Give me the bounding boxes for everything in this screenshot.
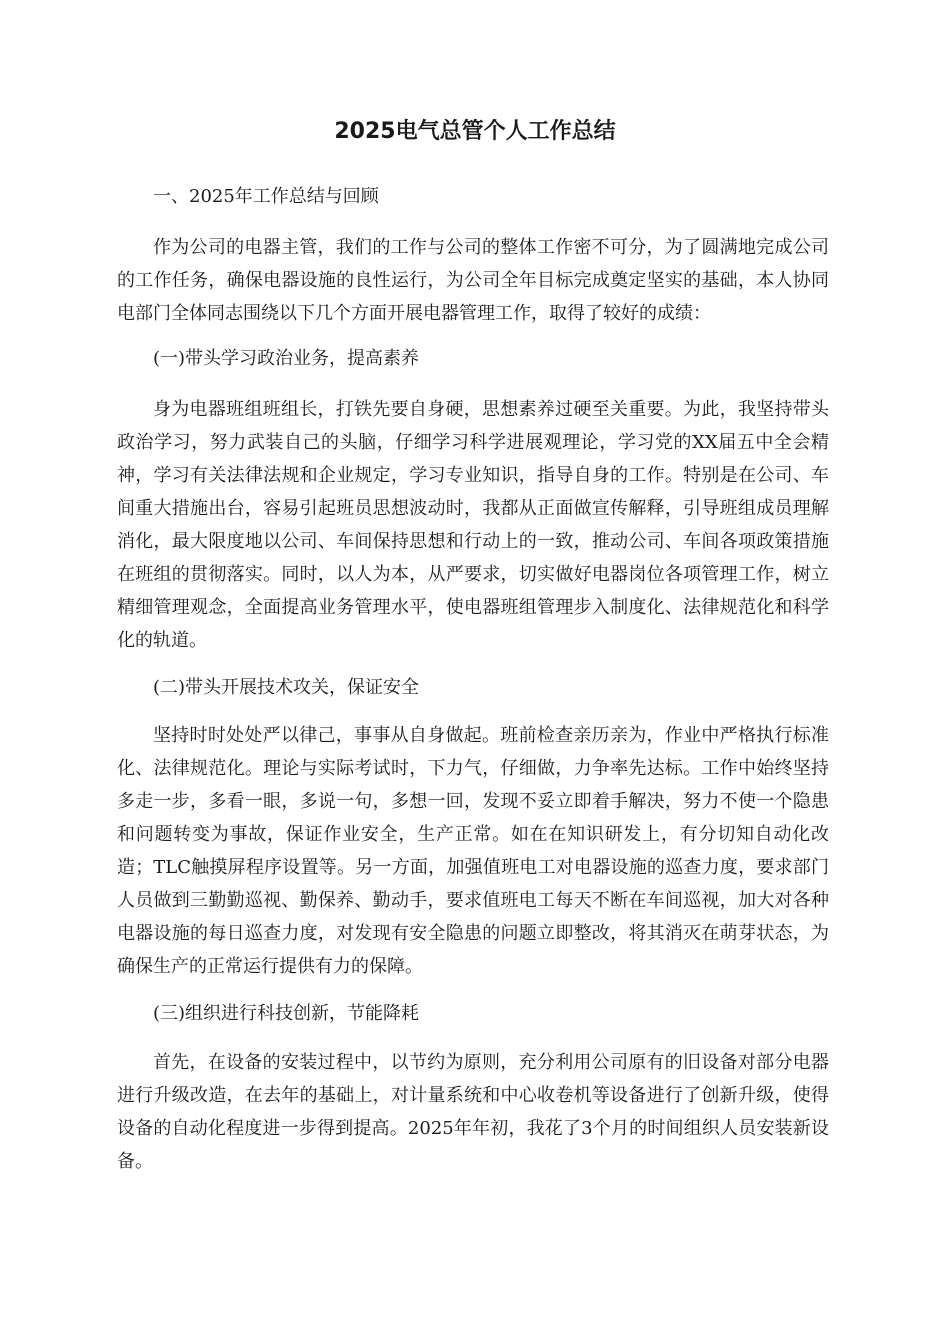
subsection-paragraph-2: 坚持时时处处严以律己，事事从自身做起。班前检查亲历亲为，作业中严格执行标准化、法律规范化。理论与实际考试时，下力气，仔细做，力争率先达标。工作中始终坚持多走一步，多看一眼，多说一句，多想一回，发现不妥立即着手解决，努力不使一个隐患和问题转变为事故，保证作业安全，生产正常。如在在知识研发上，有分切知自动化改造；TLC触摸屏程序设置等。另一方面，加强值班电工对电器设施的巡查力度，要求部门人员做到三勤勤巡视、勤保养、勤动手，要求值班电工每天不断在车间巡视，加大对各种电器设施的每日巡查力度，对发现有安全隐患的问题立即整改，将其消灭在萌芽状态，为确保生产的正常运行提供有力的保障。 — [117, 725, 829, 977]
document-title: 2025电气总管个人工作总结 — [334, 119, 616, 144]
subsection-heading-3: (三)组织进行科技创新，节能降耗 — [153, 1003, 420, 1024]
subsection-heading-2: (二)带头开展技术攻关，保证安全 — [153, 677, 420, 698]
section-heading: 一、2025年工作总结与回顾 — [153, 186, 379, 207]
subsection-paragraph-1: 身为电器班组班组长，打铁先要自身硬，思想素养过硬至关重要。为此，我坚持带头政治学习，努力武装自己的头脑，仔细学习科学进展观理论，学习党的XX届五中全会精神，学习有关法律法规和企业规定，学习专业知识，指导自身的工作。特别是在公司、车间重大措施出台，容易引起班员思想波动时，我都从正面做宣传解释，引导班组成员理解消化，最大限度地以公司、车间保持思想和行动上的一致，推动公司、车间各项政策措施在班组的贯彻落实。同时，以人为本，从严要求，切实做好电器岗位各项管理工作，树立精细管理观念，全面提高业务管理水平，使电器班组管理步入制度化、法律规范化和科学化的轨道。 — [117, 399, 829, 651]
subsection-heading-1: (一)带头学习政治业务，提高素养 — [153, 348, 420, 369]
subsection-paragraph-3: 首先，在设备的安装过程中，以节约为原则，充分利用公司原有的旧设备对部分电器进行升级改造，在去年的基础上，对计量系统和中心收卷机等设备进行了创新升级，使得设备的自动化程度进一步得到提高。2025年年初，我花了3个月的时间组织人员安装新设备。 — [117, 1052, 829, 1172]
intro-paragraph: 作为公司的电器主管，我们的工作与公司的整体工作密不可分，为了圆满地完成公司的工作任务，确保电器设施的良性运行，为公司全年目标完成奠定坚实的基础，本人协同电部门全体同志围绕以下几个方面开展电器管理工作，取得了较好的成绩： — [117, 237, 829, 324]
